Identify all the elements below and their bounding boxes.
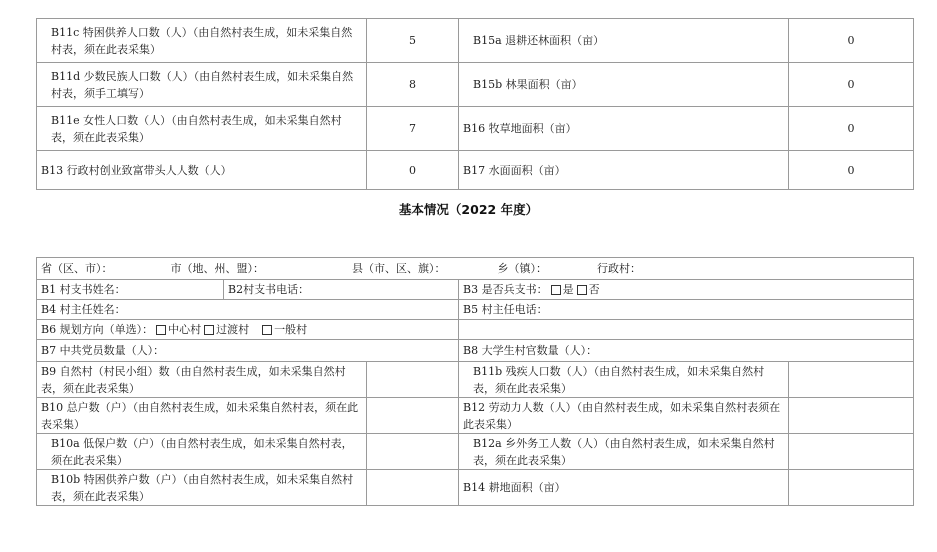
field-label: B16 牧草地面积（亩） bbox=[459, 107, 789, 151]
city-label: 市（地、州、盟）： bbox=[170, 262, 264, 275]
field-label: B10 总户数（户）（由自然村表生成，如未采集自然村表，须在此表采集） bbox=[37, 398, 367, 434]
option-label: 过渡村 bbox=[216, 323, 250, 336]
yes-label: 是 bbox=[562, 283, 574, 296]
section-title: 基本情况（2022 年度） bbox=[398, 202, 539, 217]
party-members-field[interactable]: B7 中共党员数量（人）： bbox=[37, 340, 459, 362]
field-label: B17 水面面积（亩） bbox=[459, 151, 789, 190]
table-row bbox=[37, 340, 914, 362]
table-row bbox=[37, 398, 914, 434]
field-value[interactable] bbox=[367, 398, 459, 434]
yes-checkbox[interactable] bbox=[551, 285, 561, 295]
field-label: B6 规划方向（单选）： bbox=[41, 323, 154, 336]
director-phone-field[interactable]: B5 村主任电话： bbox=[459, 300, 914, 320]
basic-info-table bbox=[36, 257, 914, 506]
secretary-phone-field[interactable]: B2村支书电话： bbox=[224, 280, 459, 300]
table-row bbox=[37, 107, 914, 151]
option-label: 一般村 bbox=[274, 323, 308, 336]
field-value[interactable]: 8 bbox=[367, 63, 459, 107]
field-value[interactable]: 0 bbox=[367, 151, 459, 190]
field-value[interactable]: 0 bbox=[789, 19, 914, 63]
village-label: 行政村： bbox=[597, 262, 641, 275]
field-label: B12 劳动力人数（人）（由自然村表生成，如未采集自然村表须在此表采集） bbox=[459, 398, 789, 434]
table-row bbox=[37, 258, 914, 280]
table-row bbox=[37, 63, 914, 107]
general-village-checkbox[interactable] bbox=[262, 325, 272, 335]
college-officials-field[interactable]: B8 大学生村官数量（人）： bbox=[459, 340, 914, 362]
field-label: B14 耕地面积（亩） bbox=[459, 470, 789, 506]
field-label: B13 行政村创业致富带头人人数（人） bbox=[37, 151, 367, 190]
field-value[interactable] bbox=[367, 470, 459, 506]
table-row bbox=[37, 151, 914, 190]
table-row bbox=[37, 362, 914, 398]
field-value[interactable]: 7 bbox=[367, 107, 459, 151]
field-value[interactable] bbox=[367, 362, 459, 398]
veteran-secretary-field bbox=[459, 280, 914, 300]
secretary-name-field[interactable]: B1 村支书姓名： bbox=[37, 280, 224, 300]
field-label: B10a 低保户数（户）（由自然村表生成，如未采集自然村表，须在此表采集） bbox=[37, 434, 367, 470]
transition-village-checkbox[interactable] bbox=[204, 325, 214, 335]
field-label: B9 自然村（村民小组）数（由自然村表生成，如未采集自然村表，须在此表采集） bbox=[37, 362, 367, 398]
field-label: B15b 林果面积（亩） bbox=[459, 63, 789, 107]
empty-cell bbox=[459, 320, 914, 340]
province-label: 省（区、市）： bbox=[41, 262, 113, 275]
field-value[interactable]: 0 bbox=[789, 63, 914, 107]
field-value[interactable]: 0 bbox=[789, 151, 914, 190]
field-value[interactable] bbox=[367, 434, 459, 470]
option-label: 中心村 bbox=[168, 323, 202, 336]
field-value[interactable] bbox=[789, 470, 914, 506]
table-row bbox=[37, 280, 914, 300]
table-row bbox=[37, 300, 914, 320]
field-label: B15a 退耕还林面积（亩） bbox=[459, 19, 789, 63]
no-label: 否 bbox=[588, 283, 600, 296]
field-label: B11c 特困供养人口数（人）（由自然村表生成，如未采集自然村表，须在此表采集） bbox=[37, 19, 367, 63]
table-row bbox=[37, 470, 914, 506]
township-label: 乡（镇）： bbox=[497, 262, 547, 275]
location-row bbox=[37, 258, 914, 280]
field-label: B11b 残疾人口数（人）（由自然村表生成，如未采集自然村表，须在此表采集） bbox=[459, 362, 789, 398]
top-stats-table bbox=[36, 18, 914, 190]
field-value[interactable]: 5 bbox=[367, 19, 459, 63]
field-label: B10b 特困供养户数（户）（由自然村表生成，如未采集自然村表，须在此表采集） bbox=[37, 470, 367, 506]
field-value[interactable]: 0 bbox=[789, 107, 914, 151]
no-checkbox[interactable] bbox=[577, 285, 587, 295]
field-label: B11e 女性人口数（人）（由自然村表生成，如未采集自然村表，须在此表采集） bbox=[37, 107, 367, 151]
county-label: 县（市、区、旗）： bbox=[352, 262, 446, 275]
field-value[interactable] bbox=[789, 362, 914, 398]
field-value[interactable] bbox=[789, 434, 914, 470]
table-row bbox=[37, 434, 914, 470]
field-value[interactable] bbox=[789, 398, 914, 434]
field-label: B12a 乡外务工人数（人）（由自然村表生成，如未采集自然村表，须在此表采集） bbox=[459, 434, 789, 470]
field-label: B11d 少数民族人口数（人）（由自然村表生成，如未采集自然村表，须手工填写） bbox=[37, 63, 367, 107]
field-label: B3 是否兵支书： bbox=[463, 283, 548, 296]
planning-direction-field bbox=[37, 320, 459, 340]
table-row bbox=[37, 19, 914, 63]
table-row bbox=[37, 320, 914, 340]
director-name-field[interactable]: B4 村主任姓名： bbox=[37, 300, 459, 320]
central-village-checkbox[interactable] bbox=[156, 325, 166, 335]
